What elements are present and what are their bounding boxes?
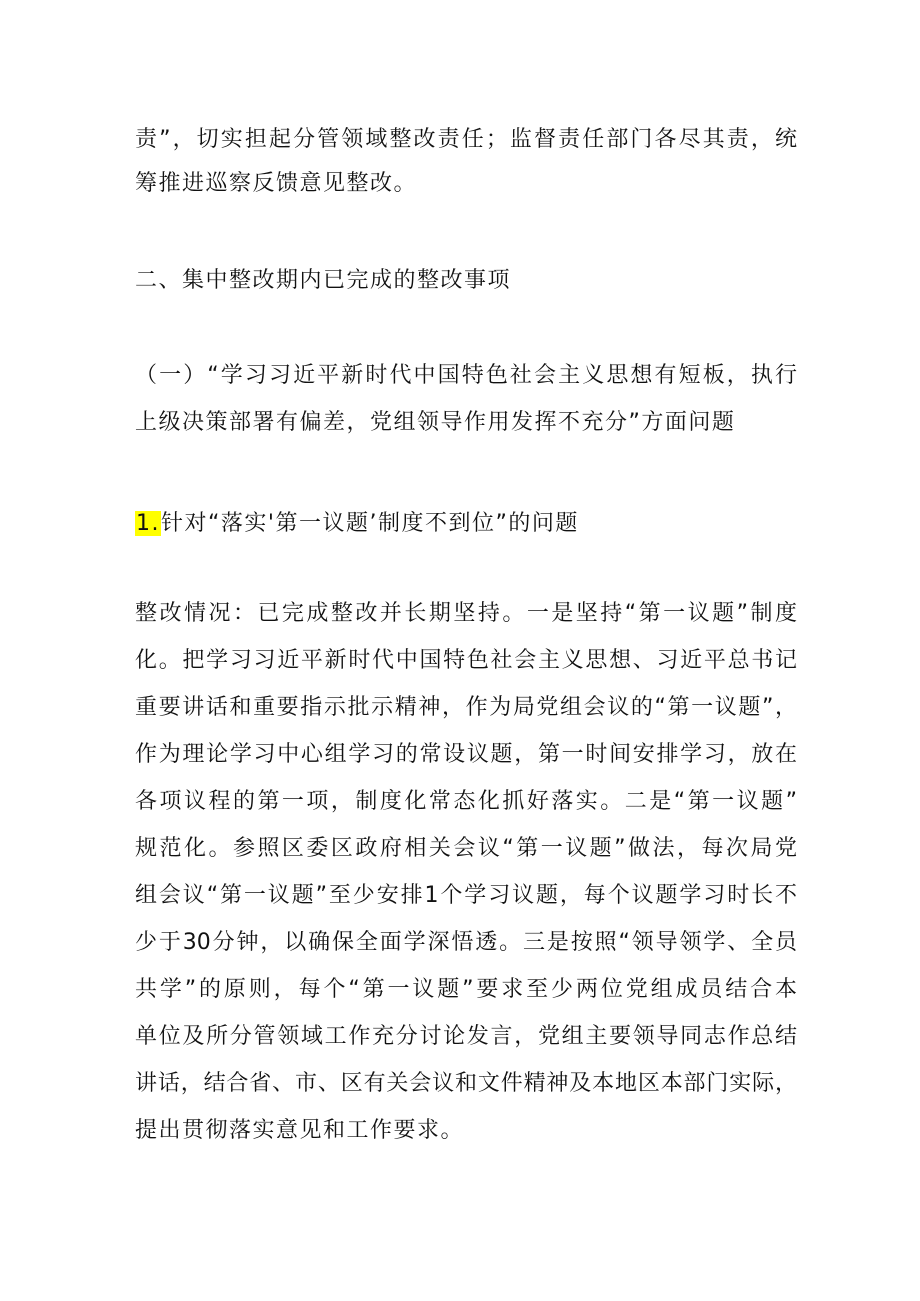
item-heading (135, 513, 797, 535)
paragraph-line: 责”，切实担起分管领域整改责任；监督责任部门各尽其责，统 (135, 127, 797, 152)
section-heading (135, 270, 797, 292)
body-line: 整改情况：已完成整改并长期坚持。一是坚持“第一议题”制度 (135, 601, 798, 626)
item-number-highlight: 1. (136, 511, 160, 536)
subsection-heading-line: 上级决策部署有偏差，党组领导作用发挥不充分”方面问题 (135, 410, 736, 435)
body-line: 规范化。参照区委区政府相关会议“第一议题”做法，每次局党 (135, 836, 797, 861)
body-line: 各项议程的第一项，制度化常态化抓好落实。二是“第一议题” (135, 789, 797, 814)
body-line: 讲话，结合省、市、区有关会议和文件精神及本地区本部门实际， (135, 1071, 797, 1096)
body-line: 提出贯彻落实意见和工作要求。 (135, 1118, 465, 1143)
body-line: 共学”的原则，每个“第一议题”要求至少两位党组成员结合本 (135, 977, 797, 1002)
subsection-heading (135, 365, 797, 434)
paragraph-continuation (135, 129, 797, 195)
body-line: 组会议“第一议题”至少安排1个学习议题，每个议题学习时长不 (135, 883, 797, 908)
body-line: 作为理论学习中心组学习的常设议题，第一时间安排学习，放在 (135, 742, 797, 767)
subsection-heading-line: （一）“学习习近平新时代中国特色社会主义思想有短板，执行 (135, 363, 797, 388)
body-line: 单位及所分管领域工作充分讨论发言，党组主要领导同志作总结 (135, 1024, 797, 1049)
body-line: 化。把学习习近平新时代中国特色社会主义思想、习近平总书记 (135, 648, 797, 673)
body-paragraph (135, 603, 797, 1142)
body-line: 少于30分钟，以确保全面学深悟透。三是按照“领导领学、全员 (135, 930, 797, 955)
paragraph-line: 筹推进巡察反馈意见整改。 (135, 171, 418, 196)
body-line: 重要讲话和重要指示批示精神，作为局党组会议的“第一议题”， (135, 695, 797, 720)
section-heading-text: 二、集中整改期内已完成的整改事项 (135, 268, 512, 293)
item-heading-text: 针对“落实'第一议题’制度不到位”的问题 (161, 511, 579, 536)
